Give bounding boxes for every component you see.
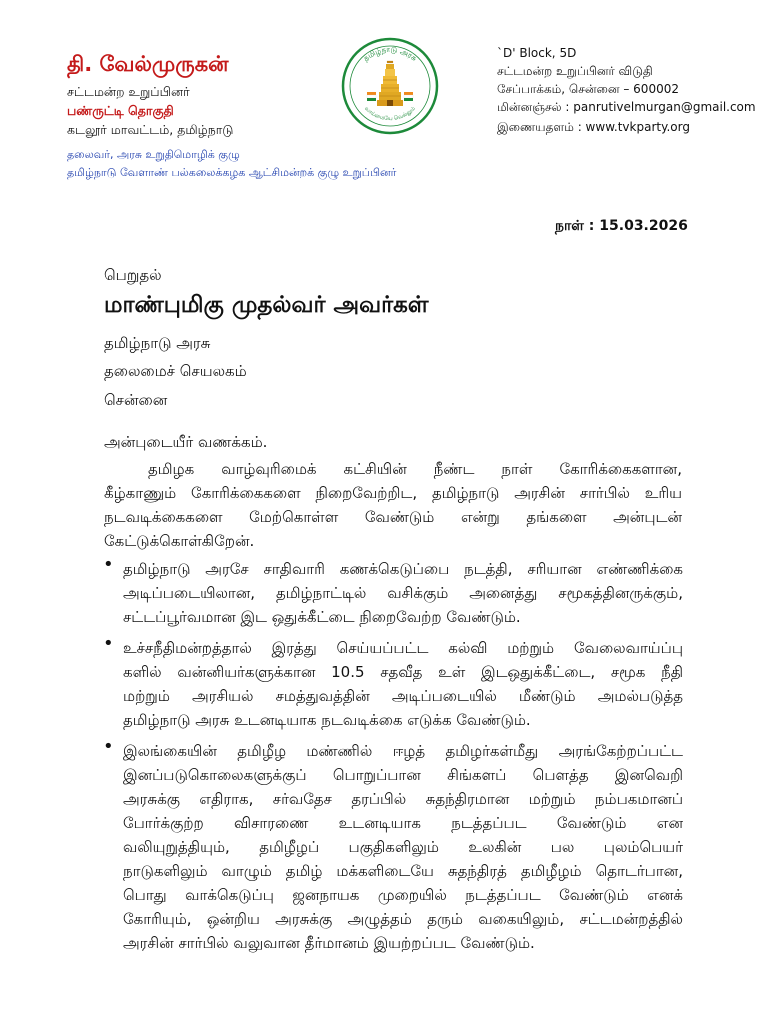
sender-post-1: தலைவர், அரசு உறுதிமொழிக் குழு <box>67 148 240 161</box>
address-line-3: சேப்பாக்கம், சென்னை – 600002 <box>497 82 679 96</box>
bullet-line: நாடுகளிலும் வாழும் தமிழ் மக்களிடையே சுதந்திரத் தமிழீழம் தொடர்பான, <box>123 862 683 880</box>
sender-role: சட்டமன்ற உறுப்பினர் <box>67 84 190 99</box>
intro-line: கீழ்காணும் கோரிக்கைகளை நிறைவேற்றிட, தமிழ்நாடு அரசின் சார்பில் உரிய <box>104 484 682 502</box>
intro-paragraph <box>104 457 682 553</box>
bullet-line: இனப்படுகொலைகளுக்குப் பொறுப்பான சிங்களப் பௌத்த இனவெறி <box>123 766 683 784</box>
bullet-item <box>123 739 683 955</box>
recipient-line-1: தமிழ்நாடு அரசு <box>104 334 211 352</box>
intro-line: கேட்டுக்கொள்கிறேன். <box>104 532 255 550</box>
greeting: அன்புடையீர் வணக்கம். <box>104 433 268 451</box>
bullet-line: இலங்கையின் தமிழீழ மண்ணில் ஈழத் தமிழர்கள்மீது அரங்கேற்றப்பட்ட <box>123 742 683 760</box>
recipient-to: பெறுதல் <box>104 266 162 284</box>
sender-post-2: தமிழ்நாடு வேளாண் பல்கலைக்கழக ஆட்சிமன்றக் குழு உறுப்பினர் <box>67 166 397 179</box>
bullet-marker: • <box>103 736 114 757</box>
emblem-bottom-text: வாய்மையே வெல்லும் <box>363 105 417 123</box>
address-email[interactable]: மின்னஞ்சல் : panrutivelmurgan@gmail.com <box>497 100 756 114</box>
bullet-line: களில் வன்னியர்களுக்கான 10.5 சதவீத உள் இடஒதுக்கீட்டை, சமூக நீதி <box>123 663 683 681</box>
recipient-title: மாண்புமிகு முதல்வர் அவர்கள் <box>104 292 429 318</box>
bullet-line: சட்டப்பூர்வமான இட ஒதுக்கீட்டை நிறைவேற்ற வேண்டும். <box>123 608 521 626</box>
bullet-line: மற்றும் அரசியல் சமத்துவத்தின் அடிப்படையில் மீண்டும் அமல்படுத்த <box>123 687 683 705</box>
sender-constituency: பண்ருட்டி தொகுதி <box>67 103 174 118</box>
letter-date: நாள் : 15.03.2026 <box>555 218 688 234</box>
bullet-item <box>123 636 683 732</box>
bullet-line: பொது வாக்கெடுப்பு ஜனநாயக முறையில் நடத்தப்பட வேண்டும் எனக் <box>123 886 683 904</box>
bullet-line: தமிழ்நாடு அரசே சாதிவாரி கணக்கெடுப்பை நடத்தி, சரியான எண்ணிக்கை <box>123 560 683 578</box>
tamil-nadu-emblem <box>340 36 440 136</box>
bullet-line: உச்சநீதிமன்றத்தால் இரத்து செய்யப்பட்ட கல்வி மற்றும் வேலைவாய்ப்பு <box>123 639 683 657</box>
address-line-2: சட்டமன்ற உறுப்பினர் விடுதி <box>497 64 653 78</box>
bullet-line: அடிப்படையிலான, தமிழ்நாட்டில் வசிக்கும் அனைத்து சமூகத்தினருக்கும், <box>123 584 683 602</box>
emblem-top-text: தமிழ்நாடு அரசு <box>361 44 419 63</box>
bullet-marker: • <box>103 554 114 575</box>
sender-name: தி. வேல்முருகன் <box>67 52 229 76</box>
bullet-line: வலியுறுத்தியும், தமிழீழப் பகுதிகளிலும் உலகின் பல புலம்பெயர் <box>123 838 683 856</box>
address-line-1: `D' Block, 5D <box>497 46 577 60</box>
bullet-item <box>123 557 683 629</box>
bullet-line: அரசுக்கு எதிராக, சர்வதேச தரப்பில் சுதந்திரமான மற்றும் நம்பகமானப் <box>123 790 683 808</box>
bullet-line: தமிழ்நாடு அரசு உடனடியாக நடவடிக்கை எடுக்க வேண்டும். <box>123 711 531 729</box>
sender-district: கடலூர் மாவட்டம், தமிழ்நாடு <box>67 122 234 137</box>
intro-line: நடவடிக்கைகளை மேற்கொள்ள வேண்டும் என்று தங்களை அன்புடன் <box>104 508 682 526</box>
bullet-marker: • <box>103 633 114 654</box>
bullet-line: போர்க்குற்ற விசாரணை உடனடியாக நடத்தப்பட வேண்டும் என <box>123 814 683 832</box>
bullet-line: அரசின் சார்பில் வலுவான தீர்மானம் இயற்றப்பட வேண்டும். <box>123 934 535 952</box>
recipient-line-2: தலைமைச் செயலகம் <box>104 362 247 380</box>
recipient-line-3: சென்னை <box>104 391 168 409</box>
intro-line: தமிழக வாழ்வுரிமைக் கட்சியின் நீண்ட நாள் கோரிக்கைகளான, <box>148 460 682 478</box>
address-website[interactable]: இணையதளம் : www.tvkparty.org <box>497 120 690 134</box>
bullet-line: கோரியும், ஒன்றிய அரசுக்கு அழுத்தம் தரும் வகையிலும், சட்டமன்றத்தில் <box>123 910 683 928</box>
